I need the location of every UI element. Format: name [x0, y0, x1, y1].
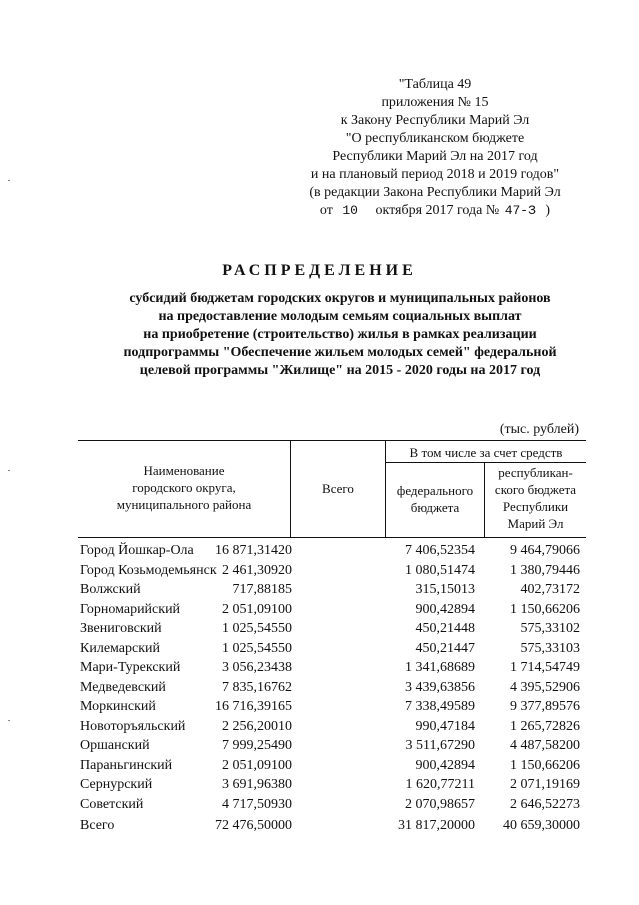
header-name-line: городского округа, — [132, 480, 236, 495]
table-row — [80, 582, 585, 602]
table-row — [80, 543, 585, 563]
cell-federal: 31 817,20000 — [398, 818, 475, 833]
header-federal-line: бюджета — [410, 500, 460, 515]
cell-total: 3 691,96380 — [222, 777, 292, 792]
cell-federal: 990,47184 — [415, 718, 475, 734]
column-divider — [290, 440, 291, 537]
cell-total: 1 025,54550 — [222, 621, 292, 636]
cell-total: 2 051,09100 — [222, 757, 292, 773]
cell-name: Новоторъяльский — [80, 718, 186, 734]
cell-total: 2 461,30920 — [222, 562, 292, 578]
cell-federal: 3 511,67290 — [405, 738, 475, 753]
table-row — [80, 641, 585, 661]
cell-total: 2 051,09100 — [222, 601, 292, 617]
table-row — [80, 777, 585, 797]
cell-republic: 9 464,79066 — [510, 543, 580, 558]
table-row-total — [80, 818, 585, 838]
cell-federal: 3 439,63856 — [405, 679, 475, 695]
cell-federal: 7 406,52354 — [405, 543, 475, 558]
amendment-suffix: ) — [545, 203, 551, 218]
cell-republic: 1 150,66206 — [510, 601, 580, 617]
cell-name: Оршанский — [80, 738, 150, 753]
header-total-column: Всего — [322, 481, 354, 496]
cell-republic: 40 659,30000 — [503, 818, 580, 833]
header-line: "О республиканском бюджете — [345, 131, 525, 146]
cell-total: 72 476,50000 — [215, 818, 292, 833]
cell-name: Мари-Турекский — [80, 660, 181, 675]
cell-total: 16 871,31420 — [215, 543, 292, 558]
cell-federal: 450,21448 — [415, 621, 475, 636]
cell-name: Параньгинский — [80, 757, 173, 773]
amendment-prefix: от — [319, 203, 333, 218]
group-header-divider — [385, 462, 586, 463]
header-amendment-line — [270, 202, 600, 220]
table-row — [80, 719, 585, 739]
cell-federal: 2 070,98657 — [405, 796, 475, 812]
cell-name: Медведевский — [80, 679, 166, 695]
cell-federal: 1 341,68689 — [405, 660, 475, 675]
header-group: В том числе за счет средств — [409, 445, 563, 460]
column-divider — [484, 462, 485, 537]
cell-name: Волжский — [80, 582, 141, 597]
table-row — [80, 621, 585, 641]
cell-federal: 900,42894 — [415, 601, 475, 617]
header-name-line: муниципального района — [116, 497, 252, 512]
table-row — [80, 699, 585, 719]
table-row — [80, 602, 585, 622]
scan-mark — [8, 720, 10, 721]
amendment-day: 10 — [342, 203, 358, 218]
cell-republic: 575,33103 — [520, 640, 580, 656]
table-header-bottom-border — [78, 537, 586, 538]
cell-republic: 9 377,89576 — [510, 699, 580, 714]
table-row — [80, 758, 585, 778]
cell-name: Сернурский — [80, 777, 153, 792]
cell-total: 1 025,54550 — [222, 640, 292, 656]
scan-mark — [8, 470, 10, 471]
cell-republic: 402,73172 — [520, 582, 580, 597]
document-title: РАСПРЕДЕЛЕНИЕ — [222, 262, 417, 279]
subtitle-line: на предоставление молодым семьям социальных выплат — [158, 309, 522, 324]
header-name-column — [80, 462, 288, 513]
cell-federal: 315,15013 — [415, 582, 475, 597]
table-row — [80, 738, 585, 758]
subtitle-block — [60, 290, 620, 380]
cell-republic: 2 071,19169 — [510, 777, 580, 792]
table-row — [80, 680, 585, 700]
cell-republic: 575,33102 — [520, 621, 580, 636]
cell-total: 717,88185 — [232, 582, 292, 597]
cell-name: Звениговский — [80, 621, 162, 636]
header-line: приложения № 15 — [381, 95, 489, 110]
header-republic-line: ского бюджета — [494, 482, 577, 497]
cell-name: Моркинский — [80, 699, 156, 714]
column-divider — [385, 440, 386, 537]
cell-name: Горномарийский — [80, 601, 181, 617]
table-row — [80, 563, 585, 583]
header-block — [270, 76, 600, 220]
cell-federal: 1 080,51474 — [405, 562, 475, 578]
cell-federal: 900,42894 — [415, 757, 475, 773]
header-name-line: Наименование — [143, 463, 225, 478]
cell-total: 4 717,50930 — [222, 796, 292, 812]
header-line: Республики Марий Эл на 2017 год — [332, 149, 538, 164]
cell-name: Город Йошкар-Ола — [80, 543, 194, 558]
cell-republic: 1 150,66206 — [510, 757, 580, 773]
cell-federal: 450,21447 — [415, 640, 475, 656]
cell-total: 3 056,23438 — [222, 660, 292, 675]
cell-republic: 1 714,54749 — [510, 660, 580, 675]
cell-federal: 1 620,77211 — [405, 777, 475, 792]
cell-total: 7 835,16762 — [222, 679, 292, 695]
cell-name: Килемарский — [80, 640, 161, 656]
amendment-number: 47-З — [504, 203, 536, 218]
amendment-middle: октября 2017 года № — [375, 203, 500, 218]
cell-federal: 7 338,49589 — [405, 699, 475, 714]
cell-republic: 1 380,79446 — [510, 562, 580, 578]
cell-name: Город Козьмодемьянск — [80, 562, 217, 578]
subtitle-line: целевой программы "Жилище" на 2015 - 2020 годы на 2017 год — [139, 363, 541, 378]
units-label: (тыс. рублей) — [499, 422, 579, 437]
subtitle-line: на приобретение (строительство) жилья в рамках реализации — [143, 327, 537, 342]
cell-name: Всего — [80, 818, 115, 833]
header-line: (в редакции Закона Республики Марий Эл — [309, 185, 561, 200]
header-line: к Закону Республики Марий Эл — [340, 113, 530, 128]
header-line: и на плановый период 2018 и 2019 годов" — [310, 167, 560, 182]
header-republic-column — [486, 464, 585, 532]
cell-total: 7 999,25490 — [222, 738, 292, 753]
cell-republic: 2 646,52273 — [510, 796, 580, 812]
cell-total: 16 716,39165 — [215, 699, 292, 714]
cell-republic: 4 487,58200 — [510, 738, 580, 753]
header-line: "Таблица 49 — [398, 77, 472, 92]
subtitle-line: субсидий бюджетам городских округов и муниципальных районов — [129, 291, 551, 306]
header-republic-line: республикан- — [498, 465, 573, 480]
header-federal-line: федерального — [396, 483, 474, 498]
table-row — [80, 797, 585, 817]
header-republic-line: Марий Эл — [507, 516, 564, 531]
cell-total: 2 256,20010 — [222, 718, 292, 734]
cell-name: Советский — [80, 796, 144, 812]
cell-republic: 1 265,72826 — [510, 718, 580, 734]
header-federal-column — [387, 482, 483, 516]
header-republic-line: Республики — [502, 499, 569, 514]
cell-republic: 4 395,52906 — [510, 679, 580, 695]
scan-mark — [8, 180, 10, 181]
table-top-border — [78, 440, 586, 441]
table-row — [80, 660, 585, 680]
subtitle-line: подпрограммы "Обеспечение жильем молодых семей" федеральной — [123, 345, 557, 360]
